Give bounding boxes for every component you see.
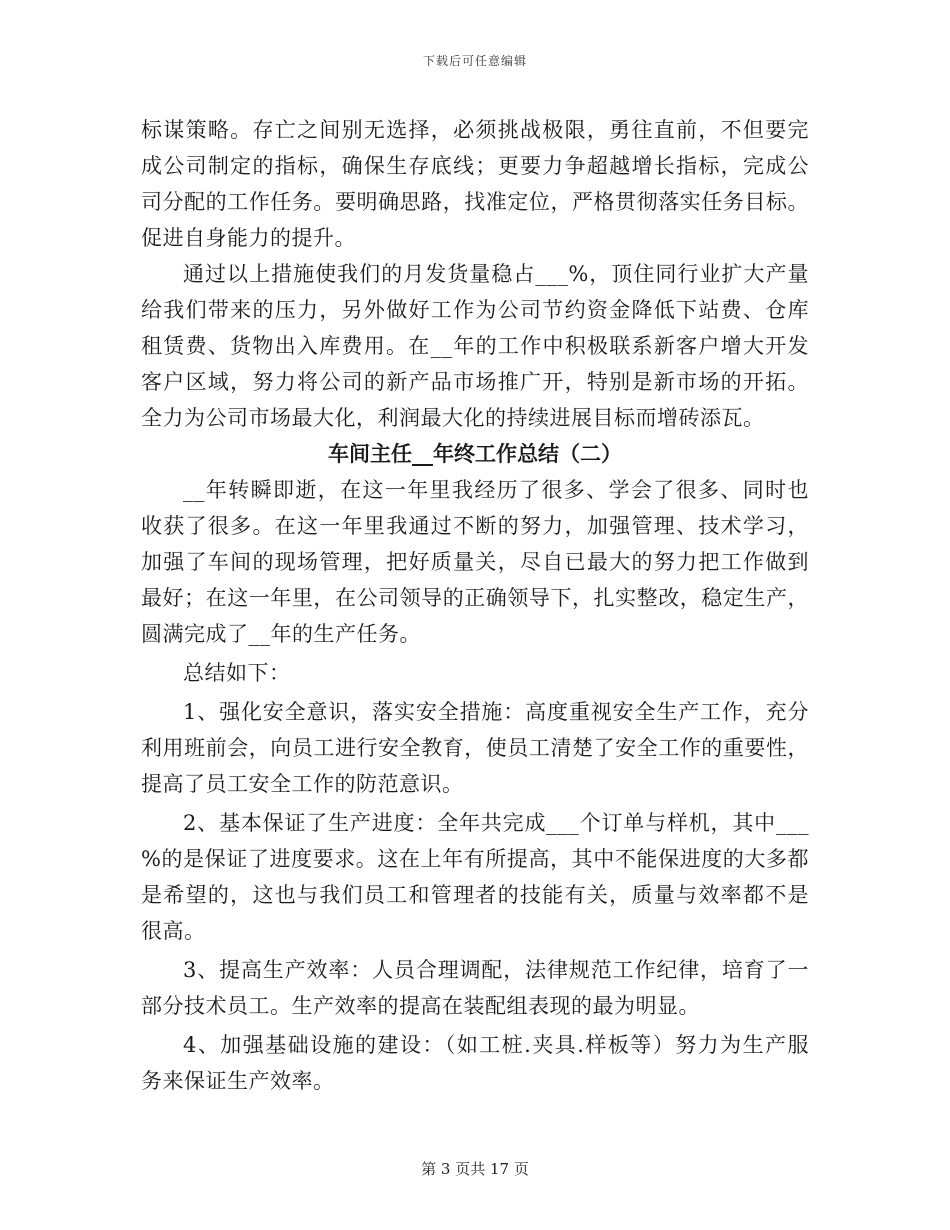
paragraph-line: 3、提高生产效率：人员合理调配，法律规范工作纪律，培育了一 (183, 958, 809, 982)
paragraph-line: %的是保证了进度要求。这在上年有所提高，其中不能保进度的大多都 (141, 847, 809, 871)
paragraph-line: 全力为公司市场最大化，利润最大化的持续进展目标而增砖添瓦。 (141, 406, 765, 430)
paragraph-line: 收获了很多。在这一年里我通过不断的努力，加强管理、技术学习， (141, 514, 809, 538)
paragraph-line: 客户区域，努力将公司的新产品市场推广开，特别是新市场的开拓。 (141, 370, 809, 394)
section-title: 车间主任__年终工作总结（二） (328, 441, 622, 466)
paragraph-line: 2、基本保证了生产进度：全年共完成___个订单与样机，其中___ (183, 811, 809, 835)
paragraph-line: 圆满完成了__年的生产任务。 (141, 622, 421, 646)
paragraph-line: 利用班前会，向员工进行安全教育，使员工清楚了安全工作的重要性， (141, 736, 809, 760)
paragraph-line: 部分技术员工。生产效率的提高在装配组表现的最为明显。 (141, 994, 700, 1018)
paragraph-line: 司分配的工作任务。要明确思路，找准定位，严格贯彻落实任务目标。 (141, 190, 809, 214)
paragraph-line: 通过以上措施使我们的月发货量稳占___%，顶住同行业扩大产量 (183, 262, 809, 286)
document-body (141, 112, 809, 1099)
paragraph-line: __年转瞬即逝，在这一年里我经历了很多、学会了很多、同时也 (183, 478, 809, 502)
paragraph-line: 标谋策略。存亡之间别无选择，必须挑战极限，勇往直前，不但要完 (141, 118, 809, 142)
paragraph-line: 促进自身能力的提升。 (141, 226, 356, 250)
paragraph-line: 是希望的，这也与我们员工和管理者的技能有关，质量与效率都不是 (141, 883, 809, 907)
page-footer: 第 3 页共 17 页 (421, 1160, 529, 1178)
paragraph-line: 加强了车间的现场管理，把好质量关，尽自已最大的努力把工作做到 (141, 550, 809, 574)
paragraph-line: 提高了员工安全工作的防范意识。 (141, 772, 464, 796)
paragraph-line: 租赁费、货物出入库费用。在__年的工作中积极联系新客户增大开发 (141, 334, 809, 358)
paragraph-line: 成公司制定的指标，确保生存底线；更要力争超越增长指标，完成公 (141, 154, 809, 178)
page-header: 下载后可任意编辑 (422, 54, 527, 68)
paragraph-line: 4、加强基础设施的建设：（如工桩.夹具.样板等）努力为生产服 (183, 1033, 809, 1057)
paragraph-line: 最好；在这一年里，在公司领导的正确领导下，扎实整改，稳定生产， (141, 586, 809, 610)
paragraph-line: 总结如下： (183, 661, 291, 685)
paragraph-line: 很高。 (141, 919, 206, 943)
paragraph-line: 给我们带来的压力，另外做好工作为公司节约资金降低下站费、仓库 (141, 298, 809, 322)
paragraph-line: 1、强化安全意识，落实安全措施：高度重视安全生产工作，充分 (183, 700, 809, 724)
paragraph-line: 务来保证生产效率。 (141, 1069, 335, 1093)
